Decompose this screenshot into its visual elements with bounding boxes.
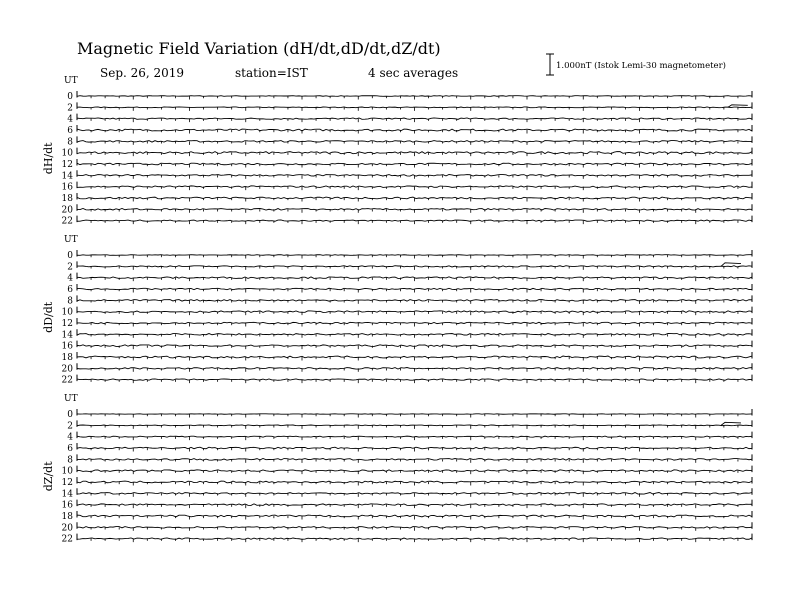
row-label: 22	[61, 534, 73, 545]
row-label: 6	[67, 125, 73, 136]
series-line	[77, 288, 752, 289]
ut-label: UT	[64, 76, 78, 86]
row-label: 2	[67, 421, 73, 432]
row-label: 4	[67, 432, 73, 443]
row-label: 8	[67, 296, 73, 307]
series-line	[77, 96, 752, 97]
series-line	[77, 175, 752, 177]
series-line	[77, 209, 752, 211]
row-label: 2	[67, 262, 73, 273]
chart-title: Magnetic Field Variation (dH/dt,dD/dt,dZ/dt)	[77, 39, 441, 58]
row-label: 0	[67, 92, 73, 102]
row-label: 6	[67, 443, 73, 454]
averaging-label: 4 sec averages	[368, 66, 459, 80]
panel-dH-dt	[42, 76, 752, 227]
row-label: 14	[61, 171, 73, 182]
y-axis-label: dZ/dt	[42, 461, 55, 492]
row-label: 16	[61, 500, 73, 511]
row-label: 18	[61, 193, 73, 204]
row-label: 0	[67, 410, 73, 420]
row-label: 16	[61, 341, 73, 352]
row-label: 6	[67, 284, 73, 295]
row-label: 14	[61, 489, 73, 500]
row-label: 12	[61, 477, 73, 488]
date-label: Sep. 26, 2019	[100, 66, 185, 80]
row-label: 22	[61, 375, 73, 386]
y-axis-label: dD/dt	[42, 301, 55, 333]
ut-label: UT	[64, 235, 78, 245]
series-line	[77, 220, 752, 221]
series-line	[77, 334, 752, 336]
row-label: 4	[67, 114, 73, 125]
row-label: 0	[67, 251, 73, 261]
row-label: 20	[61, 205, 73, 216]
event-spike	[721, 263, 741, 267]
series-line	[77, 300, 752, 302]
series-line	[77, 379, 752, 380]
row-label: 20	[61, 523, 73, 534]
row-label: 2	[67, 103, 73, 114]
ut-label: UT	[64, 394, 78, 404]
row-label: 16	[61, 182, 73, 193]
panel-dD-dt	[42, 235, 752, 386]
row-label: 8	[67, 455, 73, 466]
row-label: 10	[61, 148, 73, 159]
row-label: 10	[61, 307, 73, 318]
y-axis-label: dH/dt	[42, 142, 55, 175]
row-label: 12	[61, 159, 73, 170]
row-label: 22	[61, 216, 73, 227]
row-label: 8	[67, 137, 73, 148]
row-label: 4	[67, 273, 73, 284]
station-label: station=IST	[235, 66, 308, 80]
series-line	[77, 436, 752, 437]
series-line	[77, 538, 752, 539]
panel-dZ-dt	[42, 394, 752, 545]
series-line	[77, 141, 752, 143]
row-label: 12	[61, 318, 73, 329]
series-line	[77, 129, 752, 131]
series-line	[77, 368, 752, 370]
row-label: 14	[61, 330, 73, 341]
row-label: 18	[61, 511, 73, 522]
row-label: 20	[61, 364, 73, 375]
row-label: 18	[61, 352, 73, 363]
series-line	[77, 255, 752, 256]
scale-bar-label: 1.000nT (Istok Lemi-30 magnetometer)	[556, 61, 726, 71]
row-label: 10	[61, 466, 73, 477]
scale-bar	[546, 54, 554, 75]
series-line	[77, 107, 752, 108]
